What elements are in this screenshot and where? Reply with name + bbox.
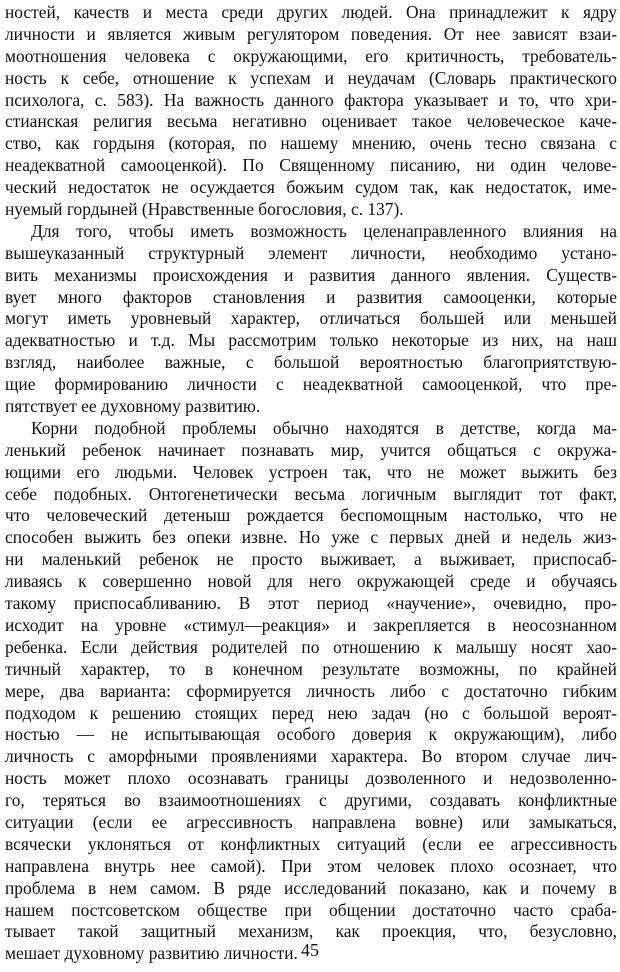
text-line: могут иметь уровневый характер, отличаться большей или меньшей [5,308,617,329]
paragraph [5,418,617,965]
text-line: личность с аморфными проявлениями характера. Во втором случае лич- [5,746,617,767]
page-number: 45 [301,940,319,960]
text-line: себе подобных. Онтогенетически весьма логичным выглядит тот факт, [5,483,617,504]
text-line: стианская религия весьма негативно оценивает такое человеческое каче- [5,111,617,132]
text-line: мере, два варианта: сформируется личность либо с достаточно гибким [5,680,617,701]
text-line: ленький ребенок начинает познавать мир, учится общаться с окружа- [5,439,617,460]
text-line: ющими его людьми. Человек устроен так, что не может выжить без [5,461,617,482]
text-line: ческий недостаток не осуждается божьим судом так, как недостаток, име- [5,177,617,198]
text-line: ность к себе, отношение к успехам и неудачам (Словарь практического [5,67,617,88]
text-line: ство, как гордыня (которая, по нашему мнению, очень тесно связана с [5,133,617,154]
text-line: тичный характер, то в конечном результате возможны, по крайней [5,658,617,679]
text-line: мешает духовному развитию личности. [5,943,298,964]
text-line: проблема в нем самом. В ряде исследований показано, как и почему в [5,877,617,898]
text-line: ни маленький ребенок не просто выживает, а выживает, приспосаб- [5,549,617,570]
text-line: адекватностью и т.д. Мы рассмотрим только некоторые из них, на наш [5,330,617,351]
text-line: ностью — не испытывающая особого доверия к окружающим), либо [5,724,617,745]
body-text [5,2,617,965]
text-line: пятствует ее духовному развитию. [5,396,261,417]
text-line: вышеуказанный структурный элемент личности, необходимо устано- [5,242,617,263]
text-line: тывает такой защитный механизм, как проекция, что, безусловно, [5,921,617,942]
text-line: психолога, с. 583). На важность данного фактора указывает и то, что хри- [5,89,617,110]
text-line: всячески уклоняться от конфликтных ситуаций (если ее агрессивность [5,833,617,854]
text-line: нашем постсоветском обществе при общении достаточно часто сраба- [5,899,617,920]
text-line: неадекватной самооценкой). По Священному писанию, ни один челове- [5,155,617,176]
text-line: личности и является живым регулятором поведения. От нее зависят взаи- [5,23,617,44]
text-line: взгляд, наиболее важные, с большой вероятностью благоприятствую- [5,352,617,373]
text-line: моотношения человека с окружающими, его критичность, требователь- [5,45,617,66]
text-line: щие формированию личности с неадекватной самооценкой, что пре- [5,374,617,395]
text-line: ность может плохо осознавать границы дозволенного и недозволенно- [5,768,617,789]
text-line: го, теряться во взаимоотношениях с другими, создавать конфликтные [5,790,617,811]
text-line: вует много факторов становления и развития самооценки, которые [5,286,617,307]
text-line: Для того, чтобы иметь возможность целенаправленного влияния на [31,220,617,241]
text-line: вить механизмы происхождения и развития данного явления. Существ- [5,264,617,285]
text-line: способен выжить без опеки извне. Но уже с первых дней и недель жиз- [5,527,617,548]
text-line: направлена внутрь нее самой). При этом человек плохо осознает, что [5,855,617,876]
text-line: Корни подобной проблемы обычно находятся в детстве, когда ма- [31,417,617,438]
paragraph [5,2,617,221]
text-line: ребенка. Если действия родителей по отношению к малышу носят хао- [5,636,617,657]
text-line: подходом к решению стоящих перед нею задач (но с большой вероят- [5,702,617,723]
text-line: ливаясь к совершенно новой для него окружающей среде и обучаясь [5,571,617,592]
paragraph [5,221,617,418]
text-line: ситуации (если ее агрессивность направлена вовне) или замыкаться, [5,811,617,832]
text-line: ностей, качеств и места среди других людей. Она принадлежит к ядру [5,2,617,22]
text-line: такому приспосабливанию. В этот период «научение», очевидно, про- [5,593,617,614]
text-line: нуемый гордыней (Нравственные богословия, с. 137). [5,199,404,220]
text-line: что человеческий детеныш рождается беспомощным настолько, что не [5,505,617,526]
text-line: исходит на уровне «стимул—реакция» и закрепляется в неосознанном [5,614,617,635]
